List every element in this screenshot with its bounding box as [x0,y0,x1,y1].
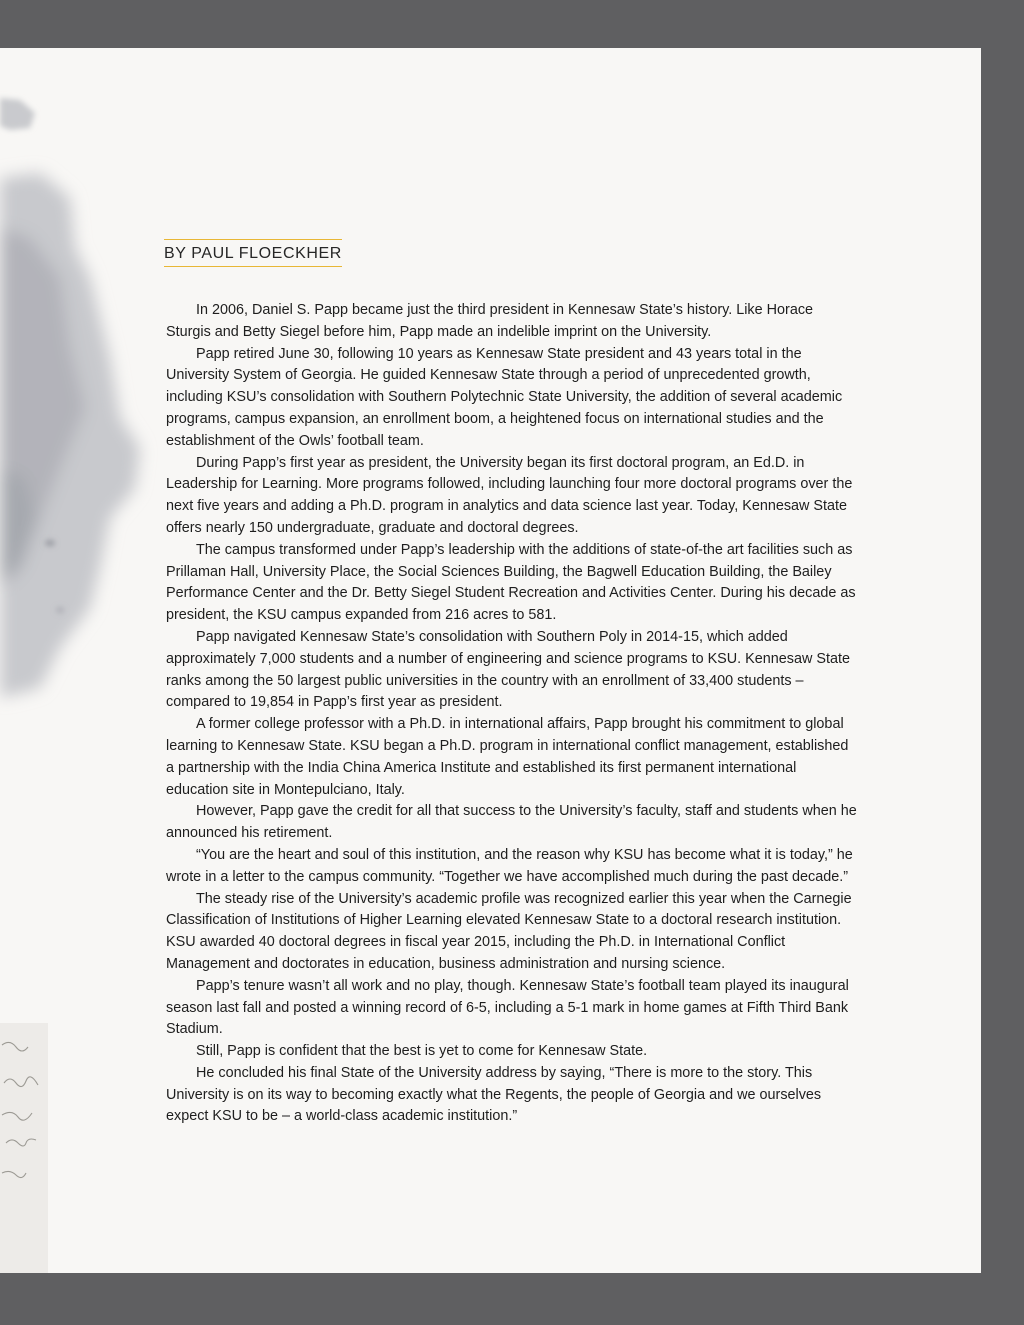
article-paragraph: A former college professor with a Ph.D. in international affairs, Papp brought his commitment to global learning to Kennesaw State. KSU began a Ph.D. program in international conflict management, established a partnership with the India China America Institute and established its first permanent international education site in Montepulciano, Italy. [166,716,849,798]
article-paragraph: He concluded his final State of the University address by saying, “There is more to the story. This University is on its way to becoming exactly what the Regents, the people of Georgia and we ourselves expect KSU to be – a world-class academic institution.” [166,1064,822,1125]
article-paragraph: The steady rise of the University’s academic profile was recognized earlier this year when the Carnegie Classification of Institutions of Higher Learning elevated Kennesaw State to a doctoral research institution. KSU awarded 40 doctoral degrees in fiscal year 2015, including the Ph.D. in International Conflict Management and doctorates in education, business administration and nursing science. [166,890,852,972]
article-paragraph: Papp navigated Kennesaw State’s consolidation with Southern Poly in 2014-15, which added approximately 7,000 students and a number of engineering and science programs to KSU. Kennesaw State ranks among the 50 largest public universities in the country with an enrollment of 33,400 students – compared to 19,854 in Papp’s first year as president. [166,628,850,711]
article-paragraph: “You are the heart and soul of this institution, and the reason why KSU has become what it is today,” he wrote in a letter to the campus community. “Together we have accomplished much during the past decade.” [166,846,853,885]
article-paragraph: Papp retired June 30, following 10 years as Kennesaw State president and 43 years total in the University System of Georgia. He guided Kennesaw State through a period of unprecedented growth, including KSU’s consolidation with Southern Polytechnic State University, the addition of several academic programs, campus expansion, an enrollment boom, a heightened focus on international studies and the establishment of the Owls’ football team. [166,345,843,449]
article-paragraph: However, Papp gave the credit for all that success to the University’s faculty, staff and students when he announced his retirement. [166,803,857,842]
article-paragraph: During Papp’s first year as president, the University began its first doctoral program, an Ed.D. in Leadership for Learning. More programs followed, including launching four more doctoral programs over the next five years and adding a Ph.D. program in analytics and data science last year. Today, Kennesaw State offers nearly 150 undergraduate, graduate and doctoral degrees. [166,454,853,536]
byline: BY PAUL FLOECKHER [164,239,342,267]
magazine-page [0,48,981,1273]
article-paragraph: In 2006, Daniel S. Papp became just the third president in Kennesaw State’s history. Like Horace Sturgis and Betty Siegel before him, Papp made an indelible imprint on the University. [166,302,814,340]
handwritten-note-decoration [0,1023,60,1273]
article-paragraph: Still, Papp is confident that the best is yet to come for Kennesaw State. [196,1043,648,1060]
article-body [166,300,858,1128]
article-paragraph: The campus transformed under Papp’s leadership with the additions of state-of-the art facilities such as Prillaman Hall, University Place, the Social Sciences Building, the Bagwell Education Building, the Bailey Performance Center and the Dr. Betty Siegel Student Recreation and Activities Center. During his decade as president, the KSU campus expanded from 216 acres to 581. [166,541,856,624]
article-paragraph: Papp’s tenure wasn’t all work and no play, though. Kennesaw State’s football team played its inaugural season last fall and posted a winning record of 6-5, including a 5-1 mark in home games at Fifth Third Bank Stadium. [166,977,849,1038]
